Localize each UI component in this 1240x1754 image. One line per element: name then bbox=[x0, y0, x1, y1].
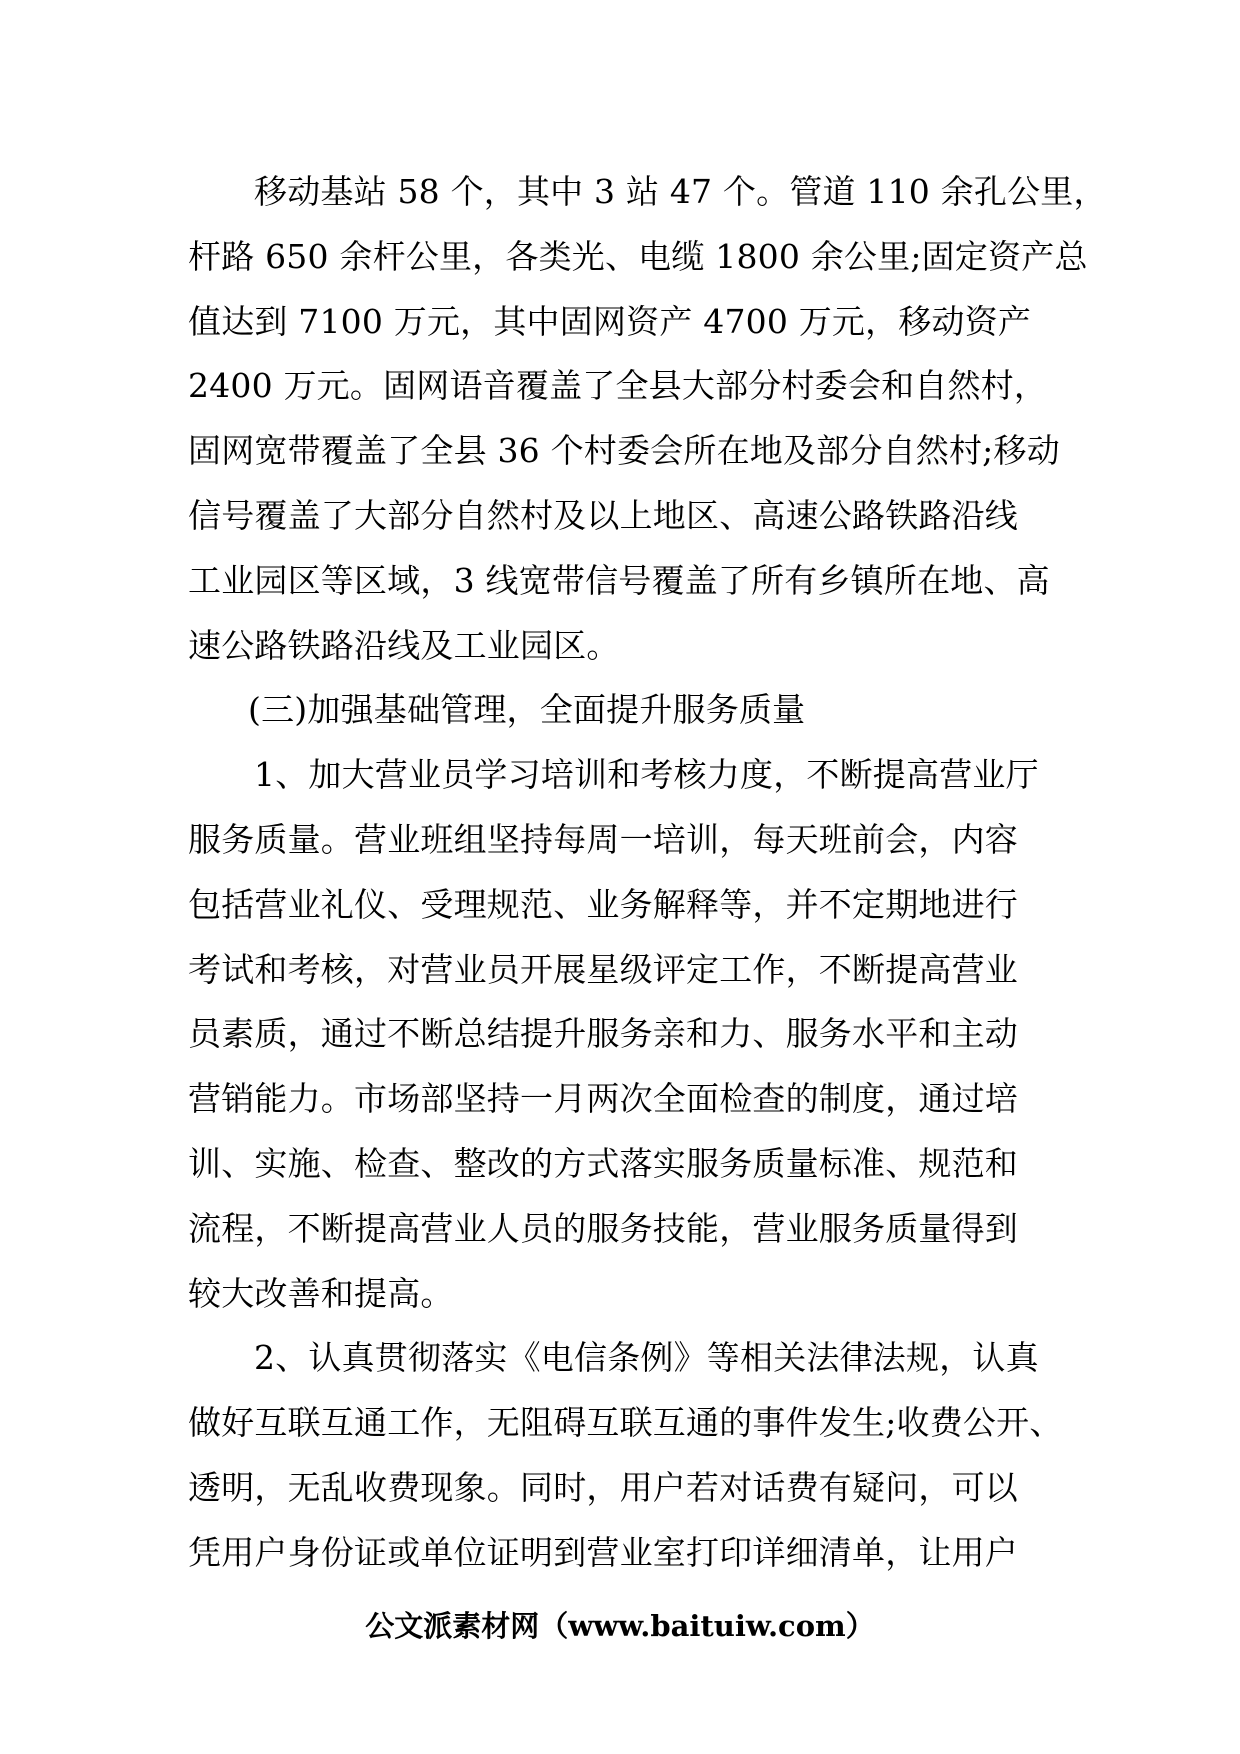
paragraph-line: 透明，无乱收费现象。同时，用户若对话费有疑问，可以 bbox=[188, 1467, 1018, 1507]
paragraph-line: 杆路 650 余杆公里，各类光、电缆 1800 余公里;固定资产总 bbox=[188, 236, 1088, 276]
paragraph-line: 做好互联互通工作，无阻碍互联互通的事件发生;收费公开、 bbox=[188, 1403, 1063, 1443]
paragraph-line: 员素质，通过不断总结提升服务亲和力、服务水平和主动 bbox=[188, 1014, 1018, 1054]
paragraph-line: 训、实施、检查、整改的方式落实服务质量标准、规范和 bbox=[188, 1143, 1018, 1183]
paragraph-line: 凭用户身份证或单位证明到营业室打印详细清单，让用户 bbox=[188, 1532, 1018, 1572]
page-footer: 公文派素材网（www.baituiw.com） bbox=[365, 1609, 875, 1643]
document-body bbox=[188, 160, 1107, 1586]
paragraph-line: 2、认真贯彻落实《电信条例》等相关法律法规，认真 bbox=[254, 1338, 1039, 1378]
paragraph-line: 工业园区等区域，3 线宽带信号覆盖了所有乡镇所在地、高 bbox=[188, 560, 1050, 600]
paragraph-line: 2400 万元。固网语音覆盖了全县大部分村委会和自然村， bbox=[188, 366, 1048, 406]
paragraph-line: 服务质量。营业班组坚持每周一培训，每天班前会，内容 bbox=[188, 819, 1018, 859]
paragraph-line: 信号覆盖了大部分自然村及以上地区、高速公路铁路沿线 bbox=[188, 495, 1018, 535]
section-heading: (三)加强基础管理，全面提升服务质量 bbox=[248, 690, 806, 730]
paragraph-line: 速公路铁路沿线及工业园区。 bbox=[188, 625, 620, 665]
paragraph-line: 1、加大营业员学习培训和考核力度，不断提高营业厅 bbox=[254, 755, 1039, 795]
paragraph-line: 较大改善和提高。 bbox=[188, 1273, 454, 1313]
paragraph-line: 流程，不断提高营业人员的服务技能，营业服务质量得到 bbox=[188, 1208, 1018, 1248]
paragraph-line: 营销能力。市场部坚持一月两次全面检查的制度，通过培 bbox=[188, 1079, 1018, 1119]
paragraph-line: 移动基站 58 个，其中 3 站 47 个。管道 110 余孔公里， bbox=[254, 172, 1107, 211]
paragraph-line: 值达到 7100 万元，其中固网资产 4700 万元，移动资产 bbox=[188, 301, 1032, 341]
paragraph-line: 包括营业礼仪、受理规范、业务解释等，并不定期地进行 bbox=[188, 884, 1018, 924]
paragraph-line: 固网宽带覆盖了全县 36 个村委会所在地及部分自然村;移动 bbox=[188, 431, 1060, 471]
paragraph-line: 考试和考核，对营业员开展星级评定工作，不断提高营业 bbox=[188, 949, 1018, 989]
